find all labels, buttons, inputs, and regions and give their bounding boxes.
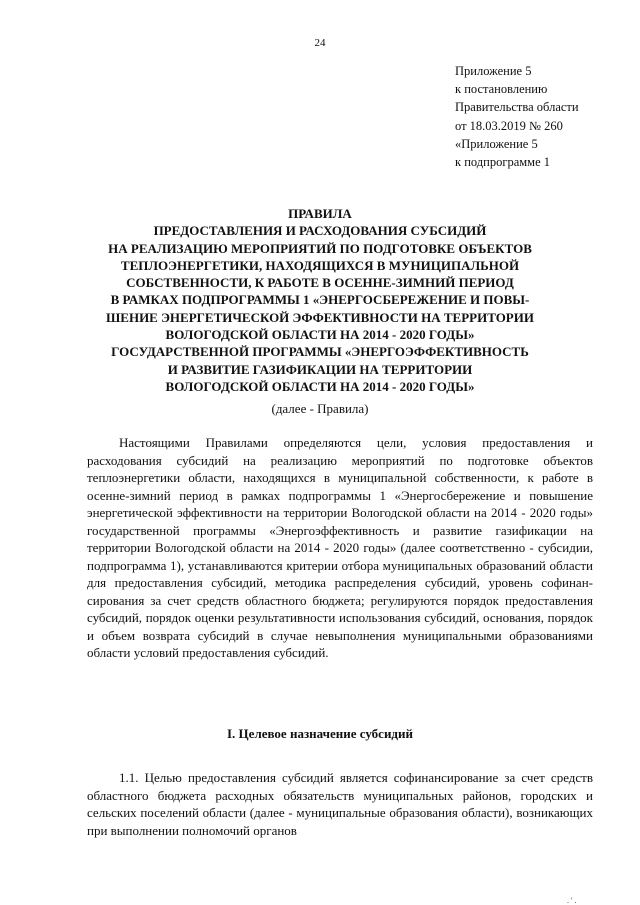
title-line: ПРАВИЛА	[288, 206, 352, 221]
title-line: ВОЛОГОДСКОЙ ОБЛАСТИ НА 2014 - 2020 ГОДЫ»	[165, 378, 475, 394]
appendix-line: Правительства области	[455, 100, 579, 115]
title-line: НА РЕАЛИЗАЦИЮ МЕРОПРИЯТИЙ ПО ПОДГОТОВКЕ ОБЪЕКТОВ	[108, 240, 532, 256]
appendix-line: Приложение 5	[455, 64, 532, 78]
title-line: ПРЕДОСТАВЛЕНИЯ И РАСХОДОВАНИЯ СУБСИДИЙ	[153, 223, 487, 239]
title-line: СОБСТВЕННОСТИ, К РАБОТЕ В ОСЕННЕ-ЗИМНИЙ ПЕРИОД	[126, 275, 514, 291]
title-line: ГОСУДАРСТВЕННОЙ ПРОГРАММЫ «ЭНЕРГОЭФФЕКТИВНОСТЬ	[111, 344, 529, 360]
document-subtitle: (далее - Правила)	[271, 401, 369, 416]
section-heading: I. Целевое назначение субсидий	[227, 726, 413, 741]
corner-mark: . ' .	[567, 896, 577, 905]
appendix-line: к постановлению	[455, 82, 548, 97]
appendix-line: к подпрограмме 1	[455, 155, 550, 170]
title-line: ШЕНИЕ ЭНЕРГЕТИЧЕСКОЙ ЭФФЕКТИВНОСТИ НА ТЕРРИТОРИИ	[106, 309, 534, 325]
title-line: ТЕПЛОЭНЕРГЕТИКИ, НАХОДЯЩИХСЯ В МУНИЦИПАЛЬНОЙ	[120, 257, 520, 273]
intro-section	[87, 434, 593, 662]
page-number: 24	[314, 37, 326, 49]
appendix-line: «Приложение 5	[455, 136, 538, 151]
appendix-block	[455, 62, 635, 171]
title-line: И РАЗВИТИЕ ГАЗИФИКАЦИИ НА ТЕРРИТОРИИ	[167, 361, 473, 377]
document-title	[40, 205, 600, 395]
appendix-line: от 18.03.2019 № 260	[455, 118, 563, 133]
intro-paragraph: Настоящими Правилами определяются цели, условия предоставления и расходования субсидий на реализацию мероприятий по подготовке объектов теплоэнергетики области, находящихся в муниципальной собственности, к работе в осенне-зимний период в рамках подпрограммы 1 «Энергосбережение и повышение энергетической эффективности на территории Вологодской области на 2014 - 2020 годы» государственной программы «Энергоэффективность и развитие газификации на территории Вологодской области на 2014 - 2020 годы» (далее соответственно - субсидии, подпрограмма 1), устанавливаются критерии отбора муниципальных образований области для предоставления субсидий, методика распределения субсидий, уровень софинансирования за счет средств областного бюджета; регулируются порядок предоставления субсидий, порядок оценки результативности использования субсидий, основания, порядок и объем возврата субсидий в случае невыполнения муниципальными образованиями области условий предоставления субсидий.	[87, 435, 593, 660]
title-line: В РАМКАХ ПОДПРОГРАММЫ 1 «ЭНЕРГОСБЕРЕЖЕНИЕ И ПОВЫ-	[110, 292, 530, 308]
title-line: ВОЛОГОДСКОЙ ОБЛАСТИ НА 2014 - 2020 ГОДЫ»	[165, 327, 475, 343]
section-1-body	[87, 769, 593, 839]
section-paragraph: 1.1. Целью предоставления субсидий является софинансирование за счет средств областного бюджета расходных обязательств муниципальных районов, городских и сельских поселений области (далее - муниципальные образования области), возникающих при выполнении полномочий органов	[87, 770, 593, 838]
